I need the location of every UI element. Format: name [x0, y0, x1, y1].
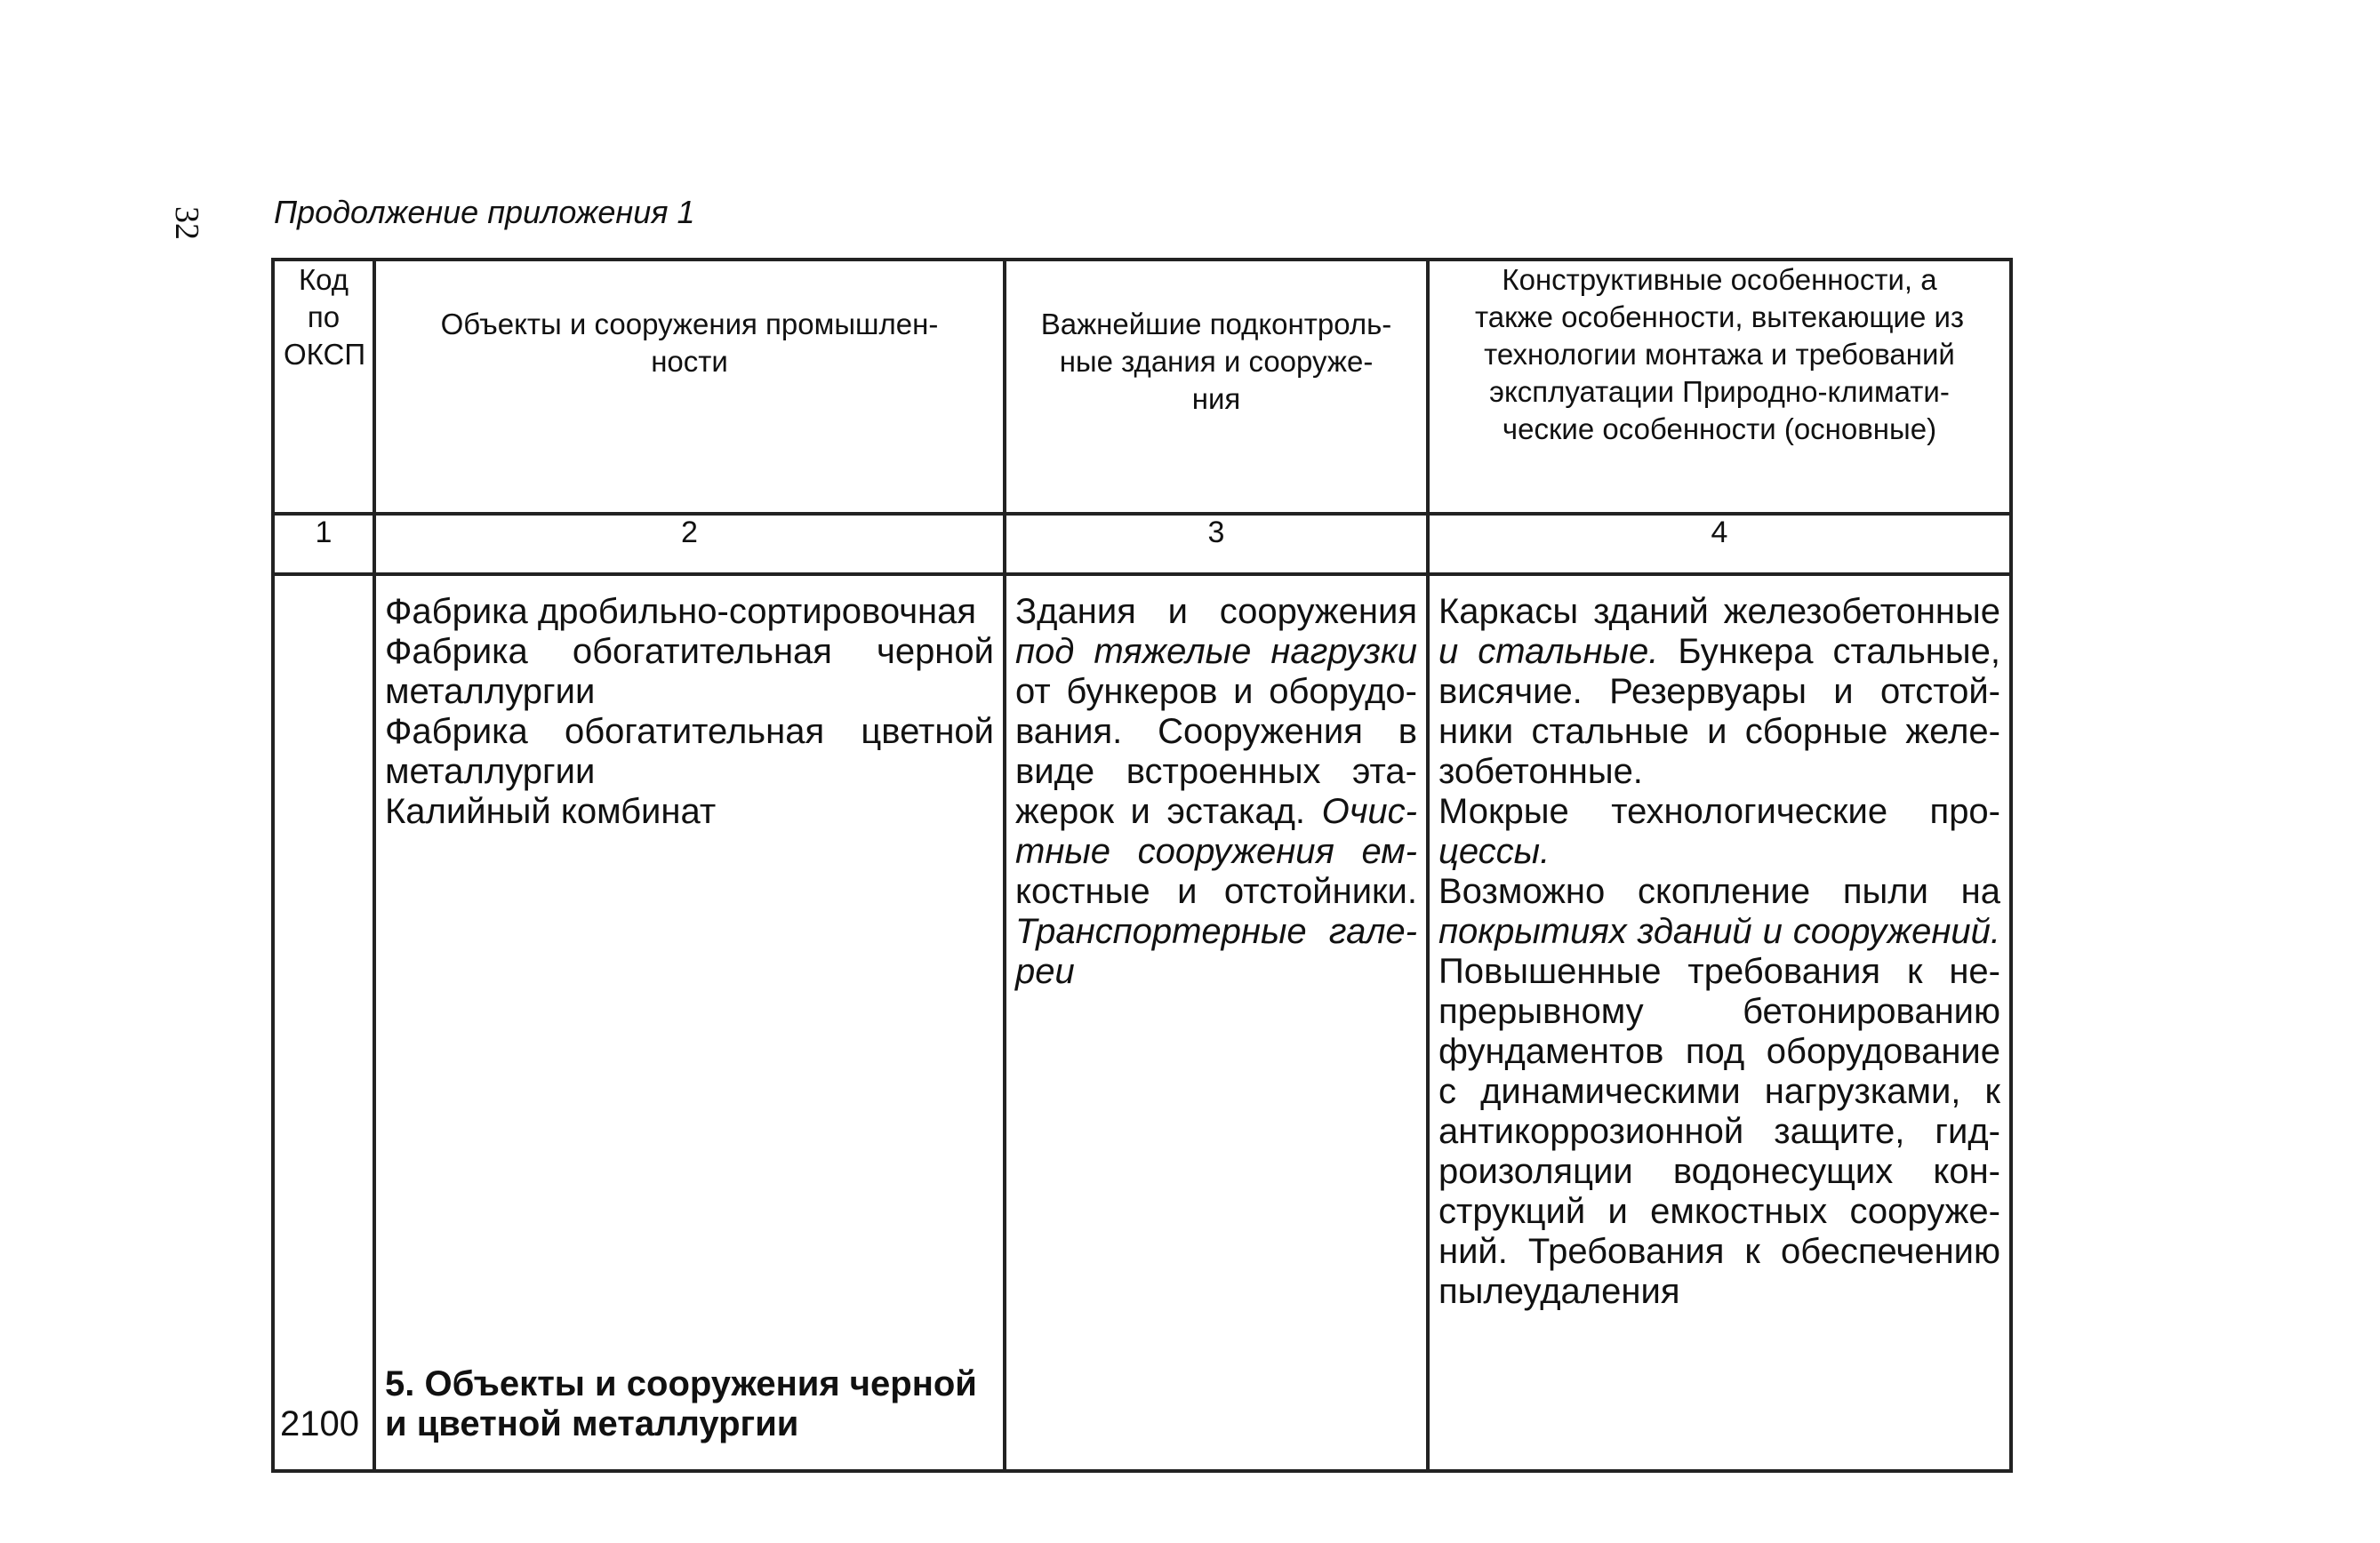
header-buildings-line: ния — [1191, 382, 1241, 415]
header-features — [1428, 260, 2011, 514]
header-features-line: также особенности, вытекающие из — [1474, 300, 1965, 333]
header-features-line: технологии монтажа и требований — [1484, 338, 1955, 371]
column-number: 1 — [273, 514, 374, 574]
features-text-italic: и стальные. — [1438, 632, 1659, 671]
objects-cell — [374, 574, 1005, 1471]
features-text-italic: цессы. — [1438, 832, 1551, 871]
header-buildings — [1005, 260, 1428, 514]
object-item: Фабрика обогатительная цветной металлургии — [385, 712, 994, 791]
header-code-line: по — [307, 300, 341, 333]
header-objects — [374, 260, 1005, 514]
buildings-text: Здания и сооружения — [1015, 592, 1417, 631]
header-code-line: ОКСП — [284, 338, 366, 371]
features-cell — [1428, 574, 2011, 1471]
appendix-table — [271, 258, 2013, 1473]
object-item: Фабрика обогатительная черной металлургии — [385, 632, 994, 711]
header-buildings-line: Важнейшие подконтроль- — [1040, 308, 1392, 340]
table-row — [273, 574, 2011, 1471]
object-item: Калийный комбинат — [385, 792, 717, 831]
buildings-text-italic: Очис-тные сооружения ем- — [1015, 792, 1417, 871]
header-code — [273, 260, 374, 514]
features-text: Бункера стальные, висячие. Резервуары и отстой-ники стальные и сборные желе-зобетонные. — [1438, 632, 2000, 791]
object-item: Фабрика дробильно-сортировочная — [385, 592, 977, 631]
column-number-row — [273, 514, 2011, 574]
buildings-text-italic: под тяжелые нагрузки — [1015, 632, 1417, 671]
header-features-line: ческие особенности (основные) — [1502, 412, 1937, 445]
code-cell — [273, 574, 374, 1471]
buildings-text-italic: Транспортерные гале-реи — [1015, 912, 1417, 991]
page-number: 32 — [168, 206, 205, 240]
features-text: Мокрые технологические про- — [1438, 792, 2000, 831]
running-head: Продолжение приложения 1 — [274, 194, 695, 230]
header-features-line: эксплуатации Природно-климати- — [1489, 375, 1950, 408]
table-header-row — [273, 260, 2011, 514]
header-objects-line: ности — [651, 345, 728, 378]
header-buildings-line: ные здания и сооруже- — [1059, 345, 1374, 378]
code-value: 2100 — [280, 1404, 359, 1443]
header-features-line: Конструктивные особенности, а — [1502, 263, 1937, 296]
column-number: 4 — [1428, 514, 2011, 574]
section-title: 5. Объекты и сооружения черной и цветной металлургии — [385, 1364, 977, 1443]
features-text-italic: покрытиях зданий и сооружений. — [1438, 912, 2000, 951]
column-number: 2 — [374, 514, 1005, 574]
header-code-line: Код — [298, 263, 349, 296]
header-objects-line: Объекты и сооружения промышлен- — [440, 308, 939, 340]
column-number: 3 — [1005, 514, 1428, 574]
features-text: Каркасы зданий железобетонные — [1438, 592, 2000, 631]
buildings-text: от бункеров и оборудо-вания. Сооружения в виде встроенных эта-жерок и эстакад. — [1015, 672, 1417, 831]
buildings-cell — [1005, 574, 1428, 1471]
features-text: Возможно скопление пыли на — [1438, 872, 2000, 911]
features-text: Повышенные требования к не-прерывному бетонированию фундаментов под оборудование с динамическими нагрузками, к антикоррозионной защите, гид-роизоляции водонесущих кон-струкций и емкостных сооруже-ний. Требования к обеспечению пылеудаления — [1438, 952, 2000, 1311]
buildings-text: костные и отстойники. — [1015, 872, 1417, 911]
